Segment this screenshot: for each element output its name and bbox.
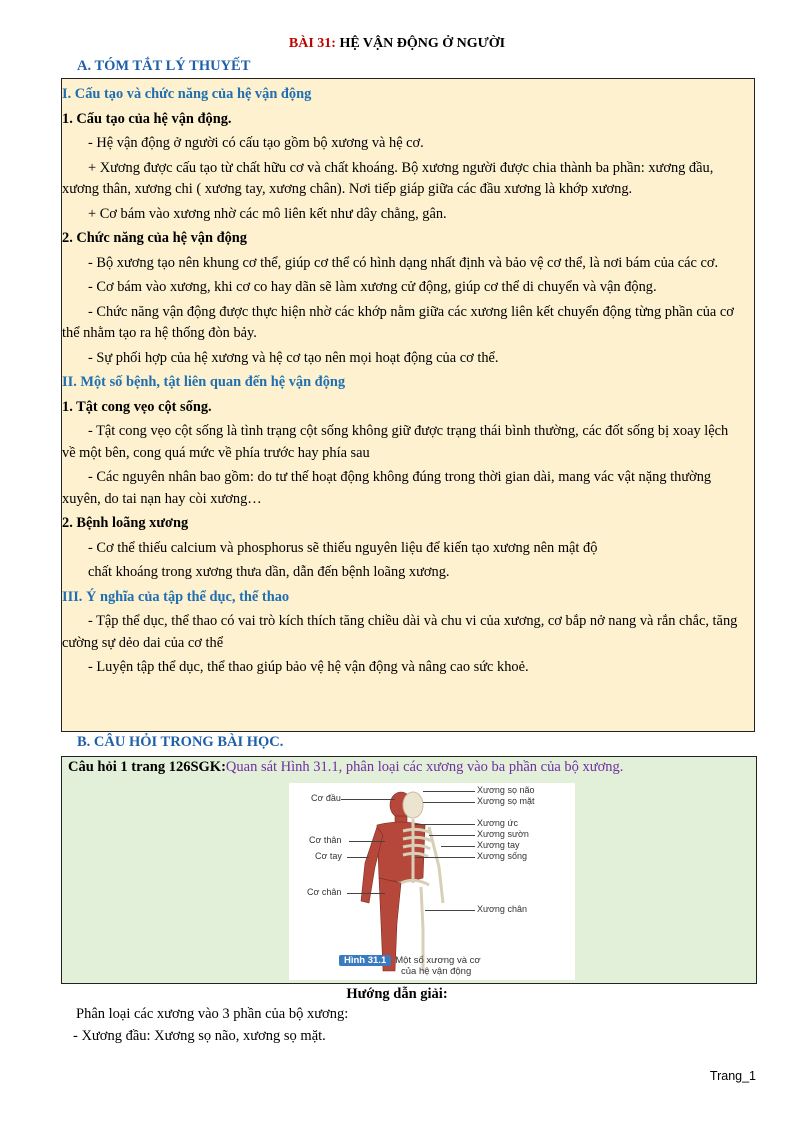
- label-head-muscle: Cơ đầu: [311, 793, 341, 803]
- label-facial-bones: Xương sọ mặt: [477, 796, 535, 806]
- heading-exercise: III. Ý nghĩa của tập thể dục, thể thao: [62, 588, 290, 605]
- heading-structure-function: I. Cấu tạo và chức năng của hệ vận động: [62, 86, 312, 102]
- paragraph: chất khoáng trong xương thưa dần, dẫn đến bệnh loãng xương.: [88, 564, 450, 580]
- label-arm-muscle: Cơ tay: [315, 851, 342, 861]
- question-label: Câu hỏi 1 trang 126SGK:: [68, 759, 226, 775]
- label-sternum: Xương ức: [477, 818, 518, 828]
- label-trunk-muscle: Cơ thân: [309, 835, 342, 845]
- page-number: Trang_1: [709, 1069, 756, 1083]
- heading-diseases: II. Một số bệnh, tật liên quan đến hệ vận động: [62, 374, 346, 390]
- lesson-number: BÀI 31:: [288, 36, 336, 51]
- paragraph: - Tật cong vẹo cột sống là tình trạng cột sống không giữ được trạng thái bình thường, các đốt sống bị xoay lệch về một bên, cong quá mức về phía trước hay phía sau: [62, 423, 729, 461]
- answer-line-1: - Xương đầu: Xương sọ não, xương sọ mặt.: [73, 1028, 326, 1044]
- paragraph: - Hệ vận động ở người có cấu tạo gồm bộ xương và hệ cơ.: [88, 135, 424, 151]
- heading-osteoporosis: 2. Bệnh loãng xương: [62, 515, 189, 531]
- figure-musculoskeletal: [289, 783, 575, 980]
- paragraph: - Luyện tập thể dục, thể thao giúp bảo vệ hệ vận động và nâng cao sức khoẻ.: [88, 659, 529, 675]
- section-a-heading: A. TÓM TẮT LÝ THUYẾT: [77, 58, 251, 74]
- paragraph: + Cơ bám vào xương nhờ các mô liên kết như dây chằng, gân.: [88, 205, 447, 222]
- answer-intro: Phân loại các xương vào 3 phần của bộ xương:: [76, 1006, 349, 1022]
- label-cranium: Xương sọ não: [477, 785, 535, 795]
- theory-box: [61, 78, 755, 732]
- caption-line-1: Một số xương và cơ: [395, 955, 481, 966]
- question-text: Quan sát Hình 31.1, phân loại các xương vào ba phần của bộ xương.: [225, 759, 624, 775]
- heading-structure: 1. Cấu tạo của hệ vận động.: [62, 110, 232, 127]
- label-leg-muscle: Cơ chân: [307, 887, 342, 897]
- paragraph: + Xương được cấu tạo từ chất hữu cơ và chất khoáng. Bộ xương người được chia thành ba phần: xương đầu, xương thân, xương chi ( xương tay, xương chân). Nơi tiếp giáp giữa các đầu xương là khớp xương.: [62, 159, 714, 197]
- figure-caption: [339, 955, 481, 977]
- lesson-title: [0, 36, 794, 52]
- label-leg-bones: Xương chân: [477, 904, 527, 914]
- paragraph: - Sự phối hợp của hệ xương và hệ cơ tạo nên mọi hoạt động của cơ thể.: [88, 349, 499, 366]
- question-box: [61, 756, 757, 984]
- label-spine: Xương sống: [477, 851, 527, 861]
- heading-scoliosis: 1. Tật cong vẹo cột sống.: [62, 398, 212, 415]
- heading-function: 2. Chức năng của hệ vận động: [62, 230, 247, 246]
- paragraph: - Cơ bám vào xương, khi cơ co hay dãn sẽ làm xương cử động, giúp cơ thể di chuyển và vận động.: [88, 279, 657, 295]
- paragraph: - Bộ xương tạo nên khung cơ thể, giúp cơ thể có hình dạng nhất định và bảo vệ cơ thể, là nơi bám của các cơ.: [88, 254, 719, 271]
- paragraph: - Tập thể dục, thể thao có vai trò kích thích tăng chiều dài và chu vi của xương, cơ bắp nở nang và rắn chắc, tăng cường sự dẻo dai của cơ thể: [62, 613, 738, 651]
- answer-heading: Hướng dẫn giải:: [346, 986, 448, 1002]
- body-illustration: [289, 783, 575, 980]
- paragraph: - Cơ thể thiếu calcium và phosphorus sẽ thiếu nguyên liệu để kiến tạo xương nên mật độ: [88, 539, 598, 556]
- paragraph: - Chức năng vận động được thực hiện nhờ các khớp nằm giữa các xương liên kết chuyển động từng phần của cơ thể nhằm tạo ra hệ thống đòn bảy.: [62, 303, 734, 341]
- label-arm-bones: Xương tay: [477, 840, 520, 850]
- paragraph: - Các nguyên nhân bao gồm: do tư thế hoạt động không đúng trong thời gian dài, mang vác vật nặng thường xuyên, do tai nạn hay còi xương…: [62, 469, 712, 507]
- caption-line-2: của hệ vận động: [401, 966, 472, 977]
- section-b-heading: B. CÂU HỎI TRONG BÀI HỌC.: [77, 734, 284, 750]
- label-ribs: Xương sườn: [477, 829, 529, 839]
- figure-tag: Hình 31.1: [339, 955, 391, 966]
- lesson-name: HỆ VẬN ĐỘNG Ở NGƯỜI: [335, 36, 506, 51]
